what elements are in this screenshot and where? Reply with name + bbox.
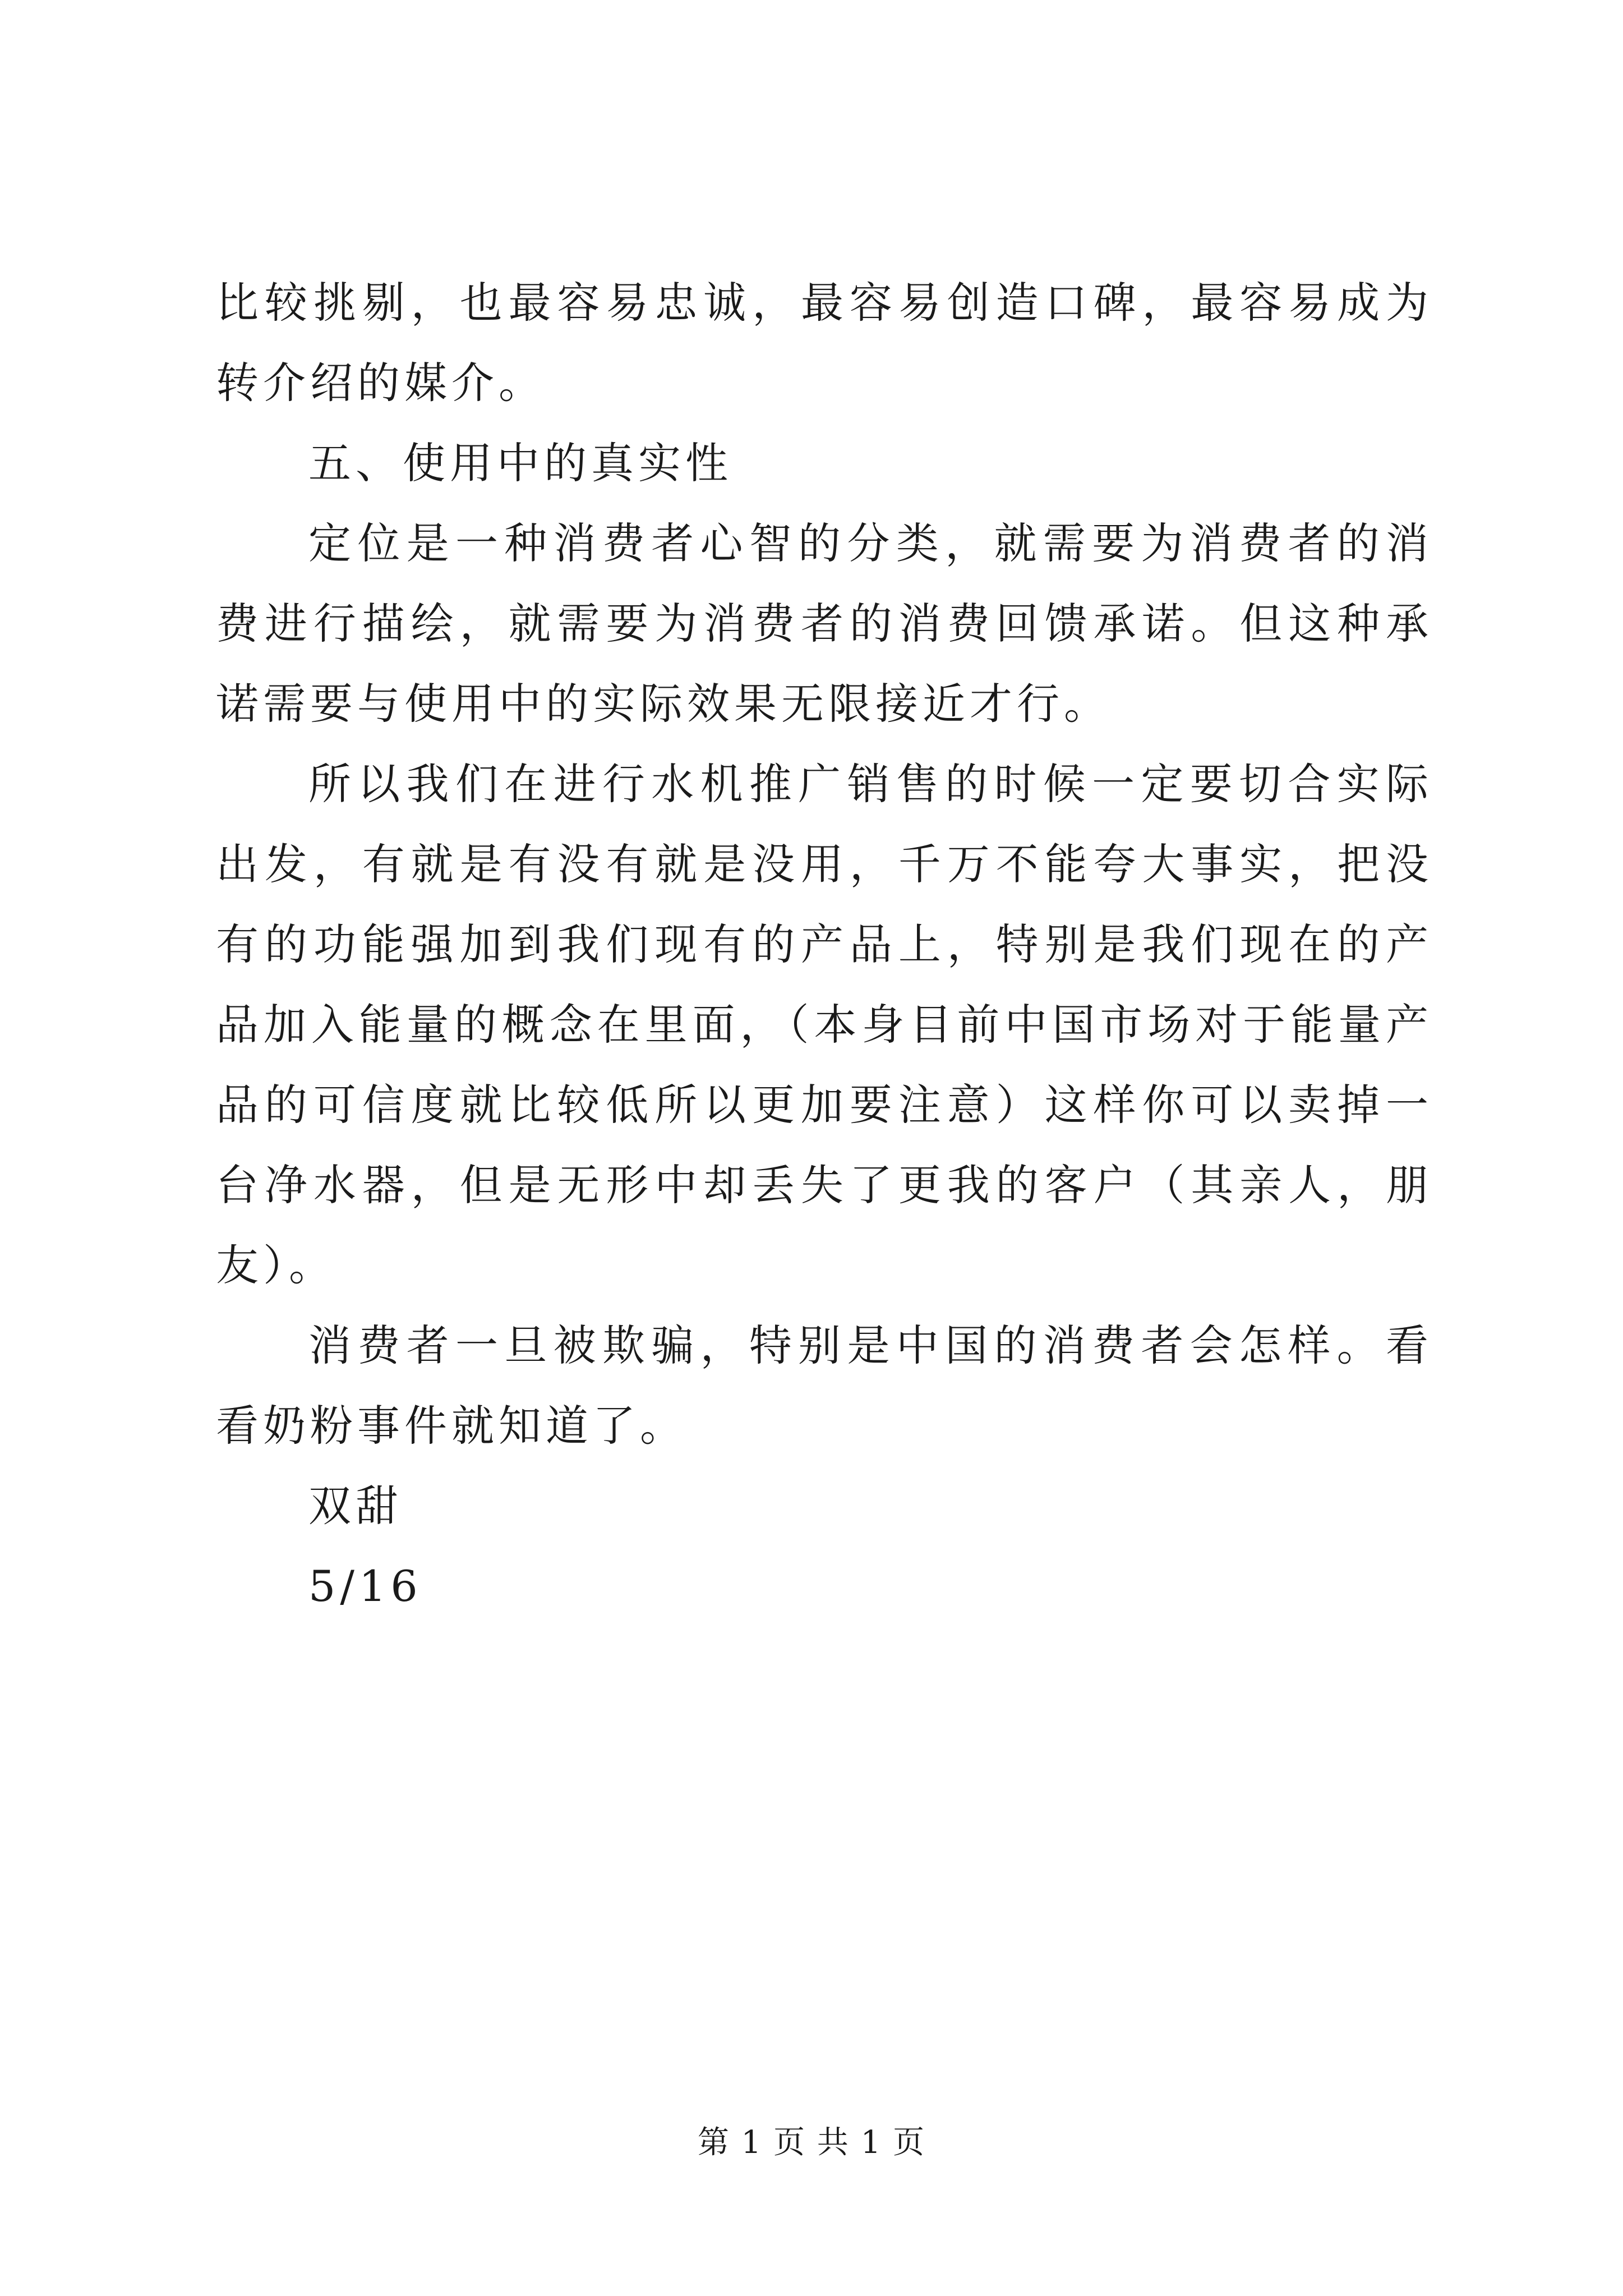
page-footer: 第 1 页 共 1 页 [697, 2124, 926, 2161]
paragraph-continuation: 比较挑剔，也最容易忠诚，最容易创造口碑，最容易成为转介绍的媒介。 [216, 278, 1433, 408]
paragraph-consumer-deception: 消费者一旦被欺骗，特别是中国的消费者会怎样。看看奶粉事件就知道了。 [216, 1320, 1433, 1451]
paragraph-sales-practice: 所以我们在进行水机推广销售的时候一定要切合实际出发，有就是有没有就是没用，千万不能夸大事实，把没有的功能强加到我们现有的产品上，特别是我们现在的产品加入能量的概念在里面，（本身目前中国市场对于能量产品的可信度就比较低所以更加要注意）这样你可以卖掉一台净水器，但是无形中却丢失了更我的客户（其亲人，朋友）。 [216, 759, 1433, 1290]
document-body [216, 263, 1433, 1626]
author-name: 双甜 [308, 1481, 403, 1531]
section-heading: 五、使用中的真实性 [308, 438, 732, 488]
document-date: 5/16 [308, 1561, 422, 1611]
paragraph-positioning: 定位是一种消费者心智的分类，就需要为消费者的消费进行描绘，就需要为消费者的消费回馈承诺。但这种承诺需要与使用中的实际效果无限接近才行。 [216, 518, 1433, 729]
